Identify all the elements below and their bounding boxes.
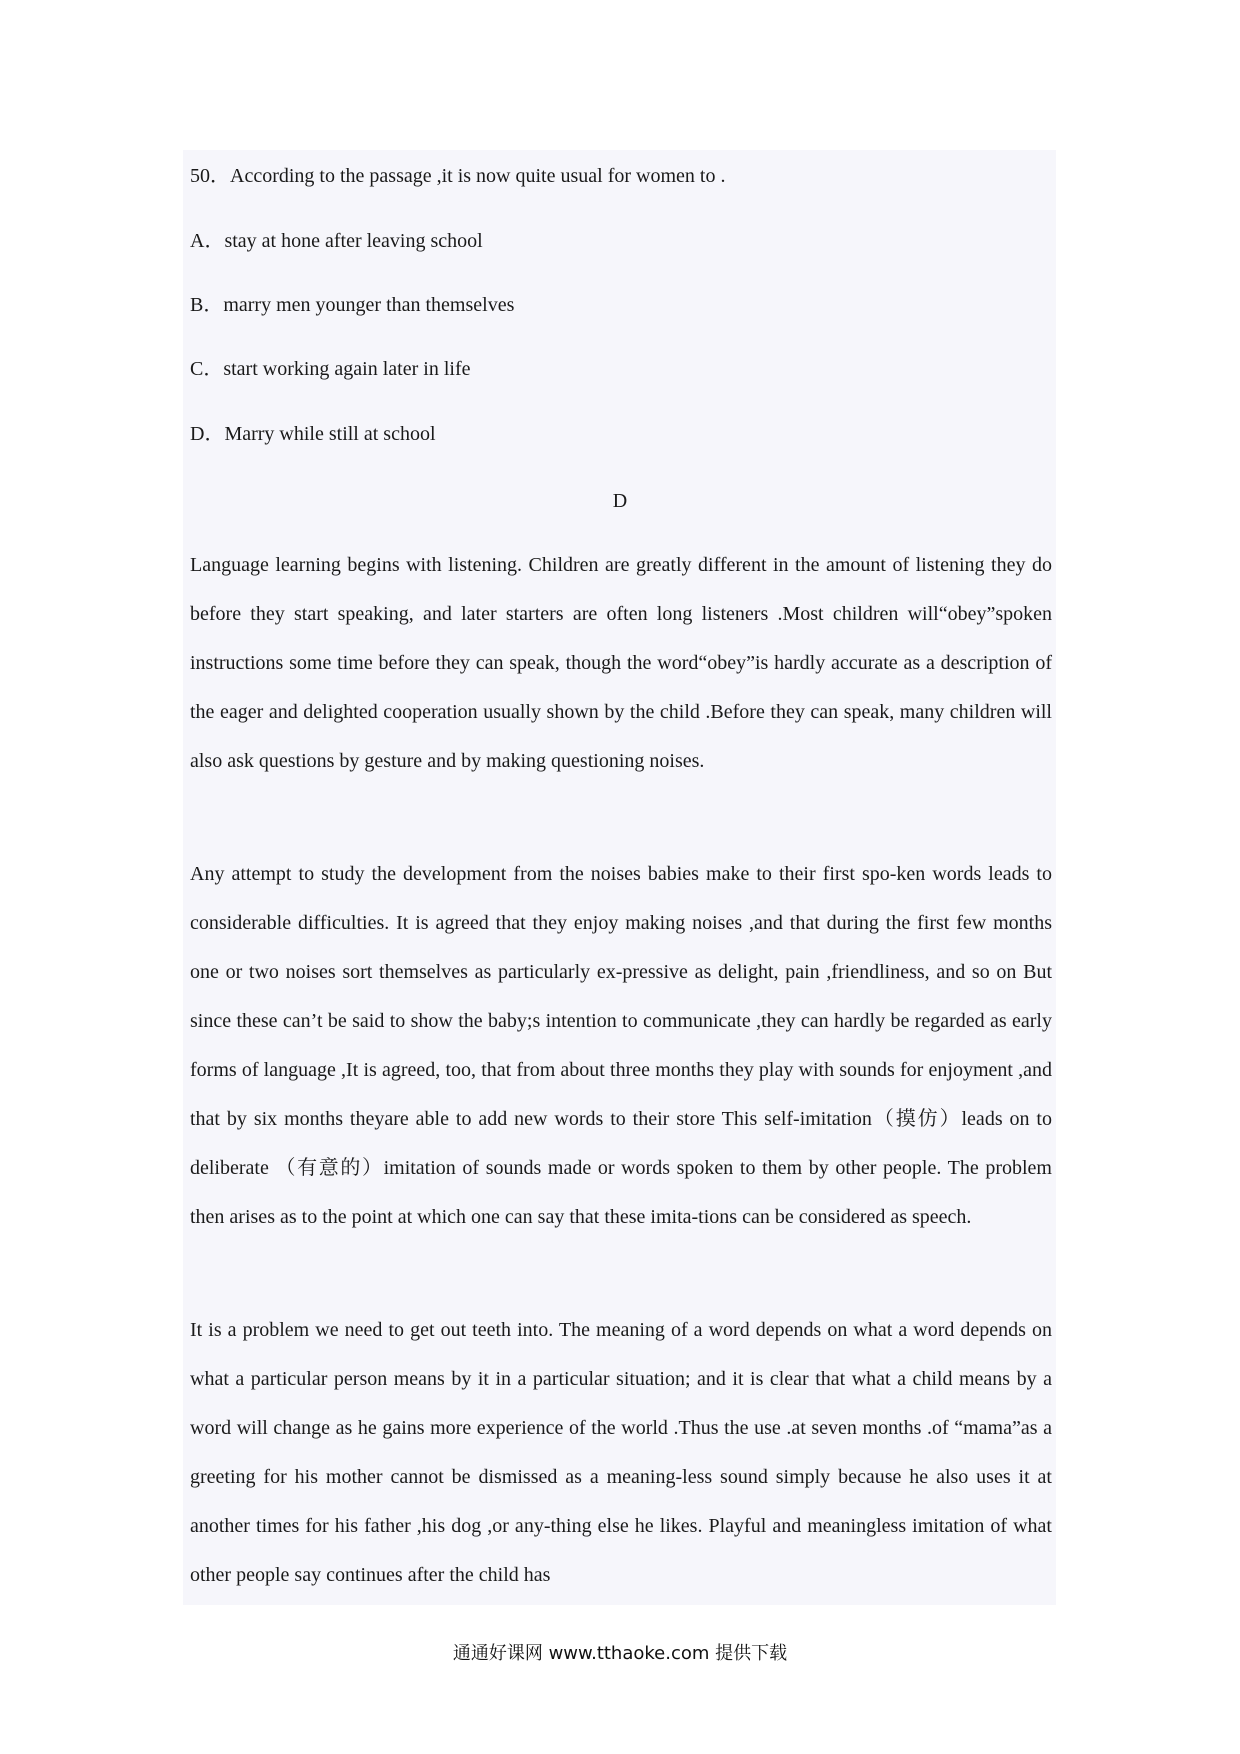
section-letter: D — [612, 490, 628, 512]
passage-paragraph-2: Any attempt to study the development from the noises babies make to their first spo-ken words leads to considerable difficulties. It is agreed that they enjoy making noises ,and that during the first few months one or two noises sort themselves as particularly ex-pressive as delight, pain ,friendliness, and so on But since these can’t be said to show the baby;s intention to communicate ,they can hardly be regarded as early forms of language ,It is agreed, too, that from about three months they play with sounds for enjoyment ,and that by six months theyare able to add new words to their store This self-imitation（摸仿）leads on to deliberate （有意的）imitation of sounds made or words spoken to them by other people. The problem then arises as to the point at which one can say that these imita-tions can be considered as speech. — [190, 863, 1052, 1228]
option-a: A．stay at hone after leaving school — [190, 230, 483, 252]
option-c: C．start working again later in life — [190, 358, 471, 380]
footer-source: 通通好课网 www.tthaoke.com 提供下载 — [452, 1643, 788, 1664]
option-d: D．Marry while still at school — [190, 423, 436, 445]
passage-paragraph-3: It is a problem we need to get out teeth into. The meaning of a word depends on what a word depends on what a particular person means by it in a particular situation; and it is clear that what a child means by a word will change as he gains more experience of the world .Thus the use .at seven months .of “mama”as a greeting for his mother cannot be dismissed as a meaning-less sound simply because he also uses it at another times for his father ,his dog ,or any-thing else he likes. Playful and meaningless imitation of what other people say continues after the child has — [190, 1319, 1052, 1586]
passage-paragraph-1: Language learning begins with listening. Children are greatly different in the amount of listening they do before they start speaking, and later starters are often long listeners .Most children will“obey”spoken instructions some time before they can speak, though the word“obey”is hardly accurate as a description of the eager and delighted cooperation usually shown by the child .Before they can speak, many children will also ask questions by gesture and by making questioning noises. — [190, 554, 1052, 772]
option-b: B．marry men younger than themselves — [190, 294, 515, 316]
question-stem: 50．According to the passage ,it is now quite usual for women to . — [190, 165, 726, 187]
